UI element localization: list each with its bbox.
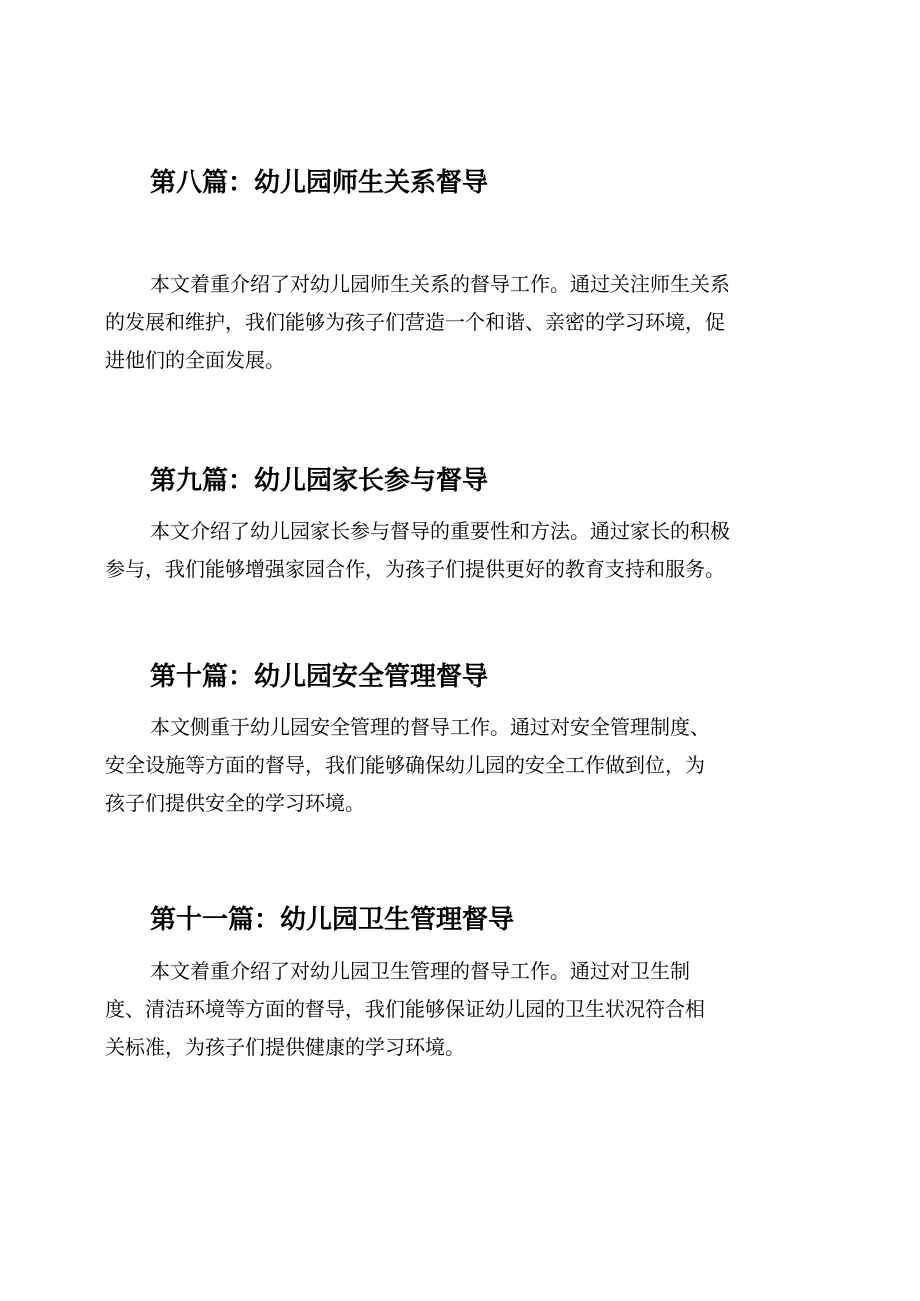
body-line: 关标准，为孩子们提供健康的学习环境。 [105,1035,465,1059]
body-line: 安全设施等方面的督导，我们能够确保幼儿园的安全工作做到位，为 [105,753,705,777]
body-line: 进他们的全面发展。 [105,348,285,372]
section-body-11 [105,952,705,1066]
section-body-8 [105,265,730,379]
section-title-11: 第十一篇：幼儿园卫生管理督导 [150,905,515,935]
section-title-9: 第九篇：幼儿园家长参与督导 [150,466,489,496]
section-title-10: 第十篇：幼儿园安全管理督导 [150,662,489,692]
body-line: 本文着重介绍了对幼儿园卫生管理的督导工作。通过对卫生制 [150,959,690,983]
section-body-10 [105,708,710,822]
body-line: 孩子们提供安全的学习环境。 [105,791,365,815]
section-body-9 [105,512,730,588]
body-line: 本文侧重于幼儿园安全管理的督导工作。通过对安全管理制度、 [150,715,710,739]
body-line: 本文介绍了幼儿园家长参与督导的重要性和方法。通过家长的积极 [150,519,730,543]
body-line: 的发展和维护，我们能够为孩子们营造一个和谐、亲密的学习环境，促 [105,310,725,334]
body-line: 参与，我们能够增强家园合作，为孩子们提供更好的教育支持和服务。 [105,557,725,581]
section-title-8: 第八篇：幼儿园师生关系督导 [150,168,489,198]
body-line: 度、清洁环境等方面的督导，我们能够保证幼儿园的卫生状况符合相 [105,997,705,1021]
body-line: 本文着重介绍了对幼儿园师生关系的督导工作。通过关注师生关系 [150,272,730,296]
